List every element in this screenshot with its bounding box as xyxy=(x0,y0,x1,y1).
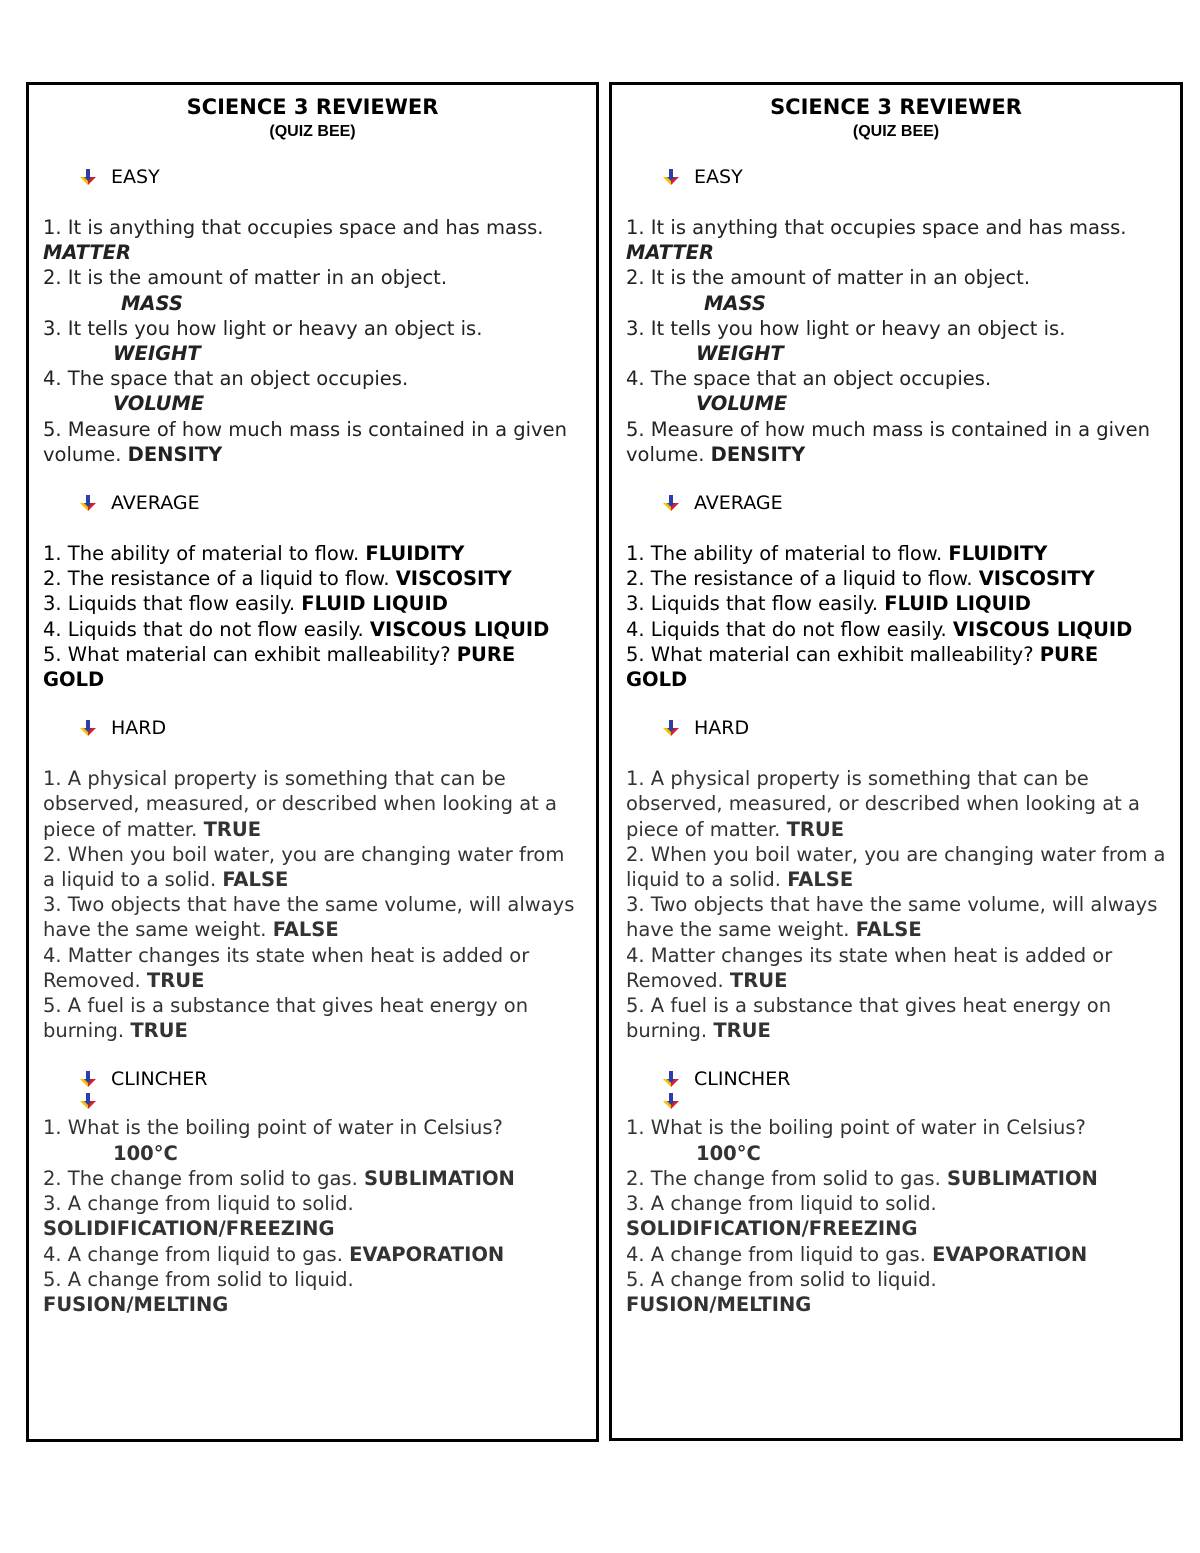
easy-list xyxy=(43,215,582,467)
page-subtitle: (QUIZ BEE) xyxy=(269,123,356,140)
section-label: AVERAGE xyxy=(694,492,783,515)
page-title: SCIENCE 3 REVIEWER xyxy=(770,95,1022,119)
section-heading-clincher xyxy=(626,1067,1166,1091)
list-item: 4. A change from liquid to gas. EVAPORATION xyxy=(43,1242,505,1266)
easy-list xyxy=(626,215,1166,467)
list-item: 2. The resistance of a liquid to flow. VISCOSITY xyxy=(43,567,512,591)
arrow-down-bullet-icon xyxy=(79,1070,97,1088)
list-item: 2. It is the amount of matter in an object. MASS xyxy=(626,266,1031,315)
list-item: 3. A change from liquid to solid. SOLIDIFICATION/FREEZING xyxy=(43,1192,354,1241)
hard-list xyxy=(626,766,1166,1043)
list-item: 5. A change from solid to liquid. FUSION/MELTING xyxy=(43,1267,354,1316)
list-item: 3. Liquids that flow easily. FLUID LIQUID xyxy=(626,592,1031,616)
arrow-down-bullet-icon xyxy=(662,1070,680,1088)
list-item: 2. When you boil water, you are changing water from a liquid to a solid. FALSE xyxy=(626,842,1166,892)
section-heading-easy xyxy=(626,165,1166,189)
hard-list xyxy=(43,766,582,1043)
arrow-down-bullet-icon xyxy=(662,494,680,512)
list-item: 1. The ability of material to flow. FLUIDITY xyxy=(626,542,1048,566)
list-item: 1. A physical property is something that can be observed, measured, or described when looking at a piece of matter. TRUE xyxy=(626,767,1140,841)
section-label: HARD xyxy=(694,717,750,740)
list-item: 1. What is the boiling point of water in Celsius? 100°C xyxy=(43,1116,503,1165)
list-item: 4. A change from liquid to gas. EVAPORATION xyxy=(626,1242,1088,1266)
list-item: 1. It is anything that occupies space and has mass. MATTER xyxy=(43,216,544,265)
list-item: 5. A fuel is a substance that gives heat energy on burning. TRUE xyxy=(626,994,1112,1043)
section-label: EASY xyxy=(694,166,743,188)
section-heading-clincher xyxy=(43,1067,582,1091)
list-item: 3. A change from liquid to solid. SOLIDIFICATION/FREEZING xyxy=(626,1192,937,1241)
arrow-down-bullet-icon xyxy=(79,1092,97,1110)
reviewer-card-left xyxy=(26,82,599,1442)
list-item: 3. It tells you how light or heavy an object is. WEIGHT xyxy=(43,316,483,366)
list-item: 2. It is the amount of matter in an object. MASS xyxy=(43,266,448,315)
list-item: 1. It is anything that occupies space and has mass. MATTER xyxy=(626,216,1127,265)
list-item: 4. The space that an object occupies. VOLUME xyxy=(43,367,409,416)
list-item: 5. What material can exhibit malleability? PURE GOLD xyxy=(43,642,516,692)
list-item: 3. Two objects that have the same volume, will always have the same weight. FALSE xyxy=(43,893,575,942)
clincher-list xyxy=(43,1115,582,1317)
list-item: 5. A fuel is a substance that gives heat energy on burning. TRUE xyxy=(43,994,529,1043)
list-item: 4. Liquids that do not flow easily. VISCOUS LIQUID xyxy=(626,617,1133,641)
arrow-down-bullet-icon xyxy=(662,719,680,737)
arrow-down-bullet-icon xyxy=(79,168,97,186)
empty-bullet-row xyxy=(626,1091,1166,1111)
page-subtitle: (QUIZ BEE) xyxy=(852,123,940,140)
section-heading-hard xyxy=(43,716,582,740)
list-item: 3. It tells you how light or heavy an object is. WEIGHT xyxy=(626,316,1066,366)
list-item: 4. Matter changes its state when heat is added or Removed. TRUE xyxy=(626,943,1113,992)
list-item: 1. What is the boiling point of water in Celsius? 100°C xyxy=(626,1116,1086,1165)
arrow-down-bullet-icon xyxy=(79,719,97,737)
page-title: SCIENCE 3 REVIEWER xyxy=(186,95,439,119)
list-item: 5. A change from solid to liquid. FUSION/MELTING xyxy=(626,1267,937,1316)
empty-bullet-row xyxy=(43,1091,582,1111)
list-item: 3. Liquids that flow easily. FLUID LIQUID xyxy=(43,592,448,616)
section-label: EASY xyxy=(111,166,160,188)
list-item: 5. What material can exhibit malleability? PURE GOLD xyxy=(626,642,1099,692)
arrow-down-bullet-icon xyxy=(662,168,680,186)
clincher-list xyxy=(626,1115,1166,1317)
average-list xyxy=(43,541,582,692)
arrow-down-bullet-icon xyxy=(662,1092,680,1110)
section-heading-easy xyxy=(43,165,582,189)
arrow-down-bullet-icon xyxy=(79,494,97,512)
section-label: CLINCHER xyxy=(111,1068,208,1091)
reviewer-card-right xyxy=(609,82,1183,1441)
list-item: 5. Measure of how much mass is contained in a given volume. DENSITY xyxy=(43,417,567,466)
list-item: 3. Two objects that have the same volume, will always have the same weight. FALSE xyxy=(626,893,1158,942)
section-heading-hard xyxy=(626,716,1166,740)
average-list xyxy=(626,541,1166,692)
list-item: 5. Measure of how much mass is contained in a given volume. DENSITY xyxy=(626,417,1150,466)
section-label: HARD xyxy=(111,717,167,740)
list-item: 4. The space that an object occupies. VOLUME xyxy=(626,367,992,416)
section-heading-average xyxy=(43,491,582,515)
list-item: 1. A physical property is something that can be observed, measured, or described when looking at a piece of matter. TRUE xyxy=(43,767,557,841)
list-item: 2. The change from solid to gas. SUBLIMATION xyxy=(626,1166,1098,1190)
section-label: AVERAGE xyxy=(111,492,200,515)
list-item: 2. The change from solid to gas. SUBLIMATION xyxy=(43,1166,515,1190)
list-item: 2. When you boil water, you are changing water from a liquid to a solid. FALSE xyxy=(43,842,565,892)
list-item: 2. The resistance of a liquid to flow. VISCOSITY xyxy=(626,567,1095,591)
section-label: CLINCHER xyxy=(694,1068,791,1091)
list-item: 1. The ability of material to flow. FLUIDITY xyxy=(43,542,465,566)
list-item: 4. Liquids that do not flow easily. VISCOUS LIQUID xyxy=(43,617,550,641)
list-item: 4. Matter changes its state when heat is added or Removed. TRUE xyxy=(43,943,530,992)
section-heading-average xyxy=(626,491,1166,515)
